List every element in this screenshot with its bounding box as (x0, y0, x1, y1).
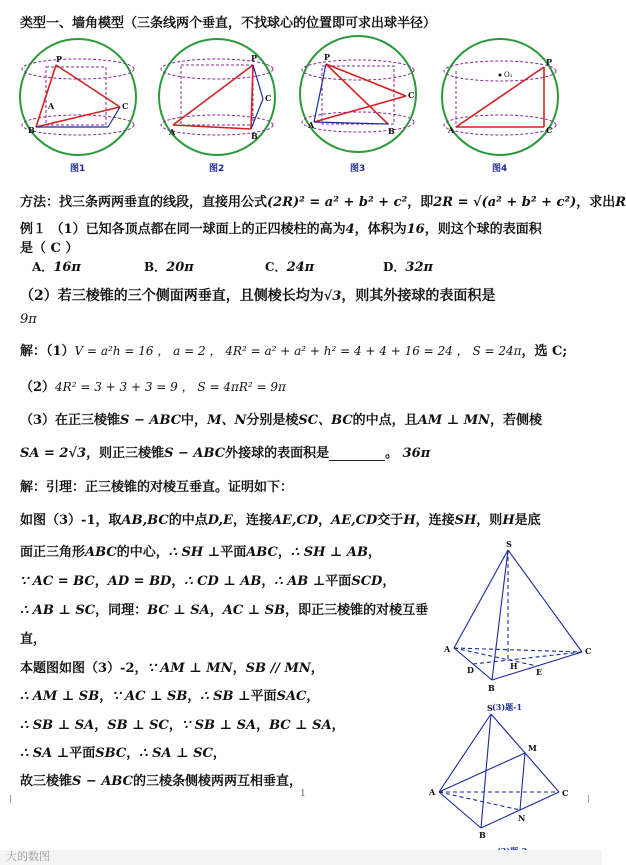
q1-volume: 16 (406, 222, 425, 237)
page-corner-right (580, 795, 589, 803)
example1-q1 (20, 218, 542, 237)
proof-line-3 (20, 541, 381, 560)
label-a: A (444, 644, 451, 654)
example1-q2 (20, 285, 495, 305)
p10b: 平面 (69, 746, 96, 761)
method-formula-1: (2R)² = a² + b² + c² (267, 195, 408, 210)
figure-1 (20, 39, 136, 155)
p2l: SH (454, 513, 477, 528)
p2m: ，则 (476, 513, 503, 528)
p4d: ， (171, 574, 185, 589)
figure-caption-1: 图1 (70, 164, 86, 174)
p9b: ， (94, 718, 108, 733)
svg-text:C: C (546, 125, 553, 135)
p8a: ∴ AM ⊥ SB (20, 689, 100, 704)
q2-length: √3 (323, 289, 342, 304)
q3-l: S − ABC (164, 446, 226, 461)
q1-text-c: ，则这个球的表面积 (424, 222, 542, 237)
option-d-value: 32π (405, 260, 434, 275)
q1-text-b: ，体积为 (354, 222, 407, 237)
q3-c: 中， (181, 413, 208, 428)
p7a: 本题图如图（3）-2， (20, 661, 148, 676)
p4e: ∴ CD ⊥ AB (184, 574, 262, 589)
p2i: 交于 (377, 513, 404, 528)
p8f: 平面 (250, 689, 277, 704)
page-number: 1 (300, 789, 306, 799)
sol1-end: ，选 C; (521, 344, 568, 359)
q3-b: S − ABC (120, 413, 182, 428)
p5c: BC ⊥ SA (147, 603, 210, 618)
watermark: 大的数图 (6, 850, 50, 863)
p7d: SB // MN (245, 661, 311, 676)
svg-text:P: P (324, 52, 331, 62)
diagram1-caption: (3)题-1 (492, 702, 523, 712)
p11b: S − ABC (72, 774, 134, 789)
label2-b: B (479, 830, 486, 840)
proof-line-4 (20, 570, 395, 589)
svg-text:B: B (251, 131, 258, 141)
sol1-label: 解：（1） (20, 344, 75, 359)
p4j: ， (382, 574, 396, 589)
tetrahedron-diagram-2 (425, 700, 602, 860)
p3a: 面正三角形 (20, 545, 86, 560)
q3-h: AM ⊥ MN (417, 413, 490, 428)
q2-text-b: ，则其外接球的表面积是 (341, 288, 496, 304)
option-c-label: C． (265, 260, 287, 274)
p8b: ， (99, 689, 113, 704)
label2-n: N (518, 813, 526, 823)
p2e: ，连接 (232, 513, 272, 528)
label-d: D (467, 665, 474, 675)
sol2-math: 4R² = 3 + 3 + 3 = 9 ， S = 4πR² = 9π (55, 380, 286, 394)
p8e: ∴ SB ⊥ (200, 689, 251, 704)
p2o: 是底 (514, 513, 541, 528)
svg-text:P: P (546, 57, 553, 67)
method-text: 方法：找三条两两垂直的线段，直接用公式 (20, 195, 268, 210)
label2-m: M (528, 743, 537, 753)
p4i: SCD (351, 574, 383, 589)
p11c: 的三棱条侧棱两两互相垂直， (133, 774, 303, 789)
figure-2 (159, 39, 275, 155)
label-c: C (585, 646, 592, 656)
svg-text:O₁: O₁ (504, 71, 513, 79)
p10f: ， (212, 746, 226, 761)
p4c: AD = BD (107, 574, 172, 589)
option-c-value: 24π (286, 260, 315, 275)
q3-e: 分别是棱 (246, 413, 299, 428)
p2b: AB,BC (121, 513, 169, 528)
q3-answer: 36π (402, 446, 431, 461)
p3i: ， (367, 545, 381, 560)
tetrahedron-diagram-1 (440, 538, 602, 718)
p8c: ∵ AC ⊥ SB (112, 689, 188, 704)
p2n: H (502, 513, 515, 528)
p10d: ， (126, 746, 140, 761)
method-end: ，求出 (576, 195, 616, 210)
q2-answer: 9π (20, 312, 37, 327)
option-a-value: 16π (53, 260, 81, 275)
option-d (383, 258, 433, 275)
proof-line-6: 直， (20, 632, 47, 647)
p4a: ∵ AC = BC (20, 574, 95, 589)
p9c: SB ⊥ SC (107, 718, 169, 733)
label-b: B (488, 683, 495, 693)
p8d: ， (187, 689, 201, 704)
p4g: ∴ AB ⊥ (274, 574, 326, 589)
p2f: AE,CD (271, 513, 319, 528)
p7e: ， (310, 661, 324, 676)
figure-3 (300, 36, 416, 152)
label-s: S (506, 539, 512, 549)
svg-text:A: A (48, 101, 55, 111)
proof-line-10 (20, 742, 226, 761)
p3f: ABC (246, 545, 278, 560)
q1-answer-line: 是（ C ） (20, 241, 79, 256)
p2c: 的中点 (168, 513, 208, 528)
p10e: ∴ SA ⊥ SC (139, 746, 213, 761)
q3-j: SA = 2√3 (20, 446, 87, 461)
option-b-label: B． (144, 260, 167, 274)
p9a: ∴ SB ⊥ SA (20, 718, 95, 733)
method-mid: ，即 (407, 195, 434, 210)
p11a: 故三棱锥 (20, 774, 73, 789)
p2g: ， (318, 513, 332, 528)
proof-line-2 (20, 509, 541, 528)
label-h: H (510, 661, 518, 671)
p2a: 如图（3）-1，取 (20, 513, 122, 528)
q3-i: ，若侧棱 (489, 413, 542, 428)
p4b: ， (94, 574, 108, 589)
figure-caption-2: 图2 (209, 164, 225, 174)
p4h: 平面 (325, 574, 352, 589)
svg-text:P: P (56, 54, 63, 64)
svg-text:A: A (448, 125, 455, 135)
svg-text:C: C (122, 101, 129, 111)
proof-line-5 (20, 599, 428, 618)
figure-caption-4: 图4 (492, 164, 508, 174)
figure-caption-3: 图3 (350, 164, 366, 174)
sphere-figures (0, 32, 602, 177)
q3-a: （3）在正三棱锥 (20, 413, 121, 428)
p9e: ∵ SB ⊥ SA (181, 718, 257, 733)
svg-text:P: P (251, 53, 258, 63)
p7c: ， (232, 661, 246, 676)
section-title: 类型一、墙角模型（三条线两个垂直，不找球心的位置即可求出球半径） (20, 16, 437, 31)
svg-text:A: A (169, 127, 176, 137)
p9g: BC ⊥ SA (269, 718, 332, 733)
p5a: ∴ AB ⊥ SC (20, 603, 96, 618)
svg-text:B: B (28, 125, 35, 135)
sol1-math: V = a²h = 16 ， a = 2 ， 4R² = a² + a² + h² = 4 + 4 + 16 = 24 ， S = 24π (74, 344, 522, 358)
p2k: ，连接 (415, 513, 455, 528)
q3-f: SC、BC (298, 413, 353, 428)
svg-text:C: C (265, 93, 272, 103)
p9f: ， (256, 718, 270, 733)
option-b-value: 20π (166, 260, 194, 275)
answer-blank (329, 448, 385, 461)
p5e: AC ⊥ SB (222, 603, 286, 618)
figure-4 (442, 39, 558, 155)
q1-text: 例１ （1）已知各顶点都在同一球面上的正四棱柱的高为 (20, 222, 346, 237)
solution-2 (20, 376, 286, 395)
p3e: 平面 (220, 545, 247, 560)
p4f: ， (261, 574, 275, 589)
p3h: ∴ SH ⊥ AB (290, 545, 368, 560)
p5f: ，即正三棱锥的对棱互垂 (285, 603, 429, 618)
proof-line-1: 解：引理：正三棱锥的对棱互垂直。证明如下： (20, 480, 294, 495)
q1-height: 4 (345, 222, 355, 237)
label-e: E (536, 667, 543, 677)
p7b: ∵ AM ⊥ MN (147, 661, 233, 676)
label2-c: C (562, 788, 569, 798)
svg-text:A: A (308, 120, 315, 130)
label2-a: A (429, 787, 436, 797)
p5b: ，同理： (95, 603, 148, 618)
q3-d: M、N (207, 413, 247, 428)
p3b: ABC (85, 545, 117, 560)
method-line (20, 191, 626, 210)
proof-line-8 (20, 685, 319, 704)
q3-m: 外接球的表面积是 (225, 446, 330, 461)
label2-s: S (487, 703, 493, 713)
p3c: 的中心， (116, 545, 169, 560)
p10a: ∴ SA ⊥ (20, 746, 70, 761)
svg-text:B: B (388, 126, 395, 136)
p9h: ， (331, 718, 345, 733)
q2-text: （2）若三棱锥的三个侧面两垂直，且侧棱长均为 (20, 288, 324, 304)
option-d-label: D． (383, 260, 406, 274)
svg-text:C: C (408, 90, 415, 100)
example1-q3-line1 (20, 409, 542, 428)
solution-1 (20, 340, 567, 359)
p9d: ， (168, 718, 182, 733)
p2j: H (403, 513, 416, 528)
p2h: AE,CD (331, 513, 378, 528)
method-var: R (615, 195, 626, 210)
p8g: SAC (276, 689, 307, 704)
p3g: ， (277, 545, 291, 560)
option-a-label: A． (32, 260, 54, 274)
bottom-bar (0, 850, 602, 865)
option-b (144, 258, 194, 275)
p3d: ∴ SH ⊥ (168, 545, 221, 560)
method-formula-2: 2R = √(a² + b² + c²) (433, 195, 577, 210)
proof-line-11 (20, 770, 302, 789)
q3-g: 的中点，且 (352, 413, 418, 428)
p5d: ， (209, 603, 223, 618)
p10c: SBC (95, 746, 127, 761)
example1-q3-line2: SA = 2√3，则正三棱锥S − ABC外接球的表面积是 。 36π (20, 446, 431, 461)
proof-line-9 (20, 714, 345, 733)
p2d: D,E (207, 513, 233, 528)
q3-k: ，则正三棱锥 (86, 446, 165, 461)
option-c (265, 258, 314, 275)
p8h: ， (306, 689, 320, 704)
page-corner-left (10, 795, 19, 803)
proof-line-7 (20, 657, 324, 676)
option-a (32, 258, 81, 275)
sol2-label: （2） (20, 380, 56, 395)
